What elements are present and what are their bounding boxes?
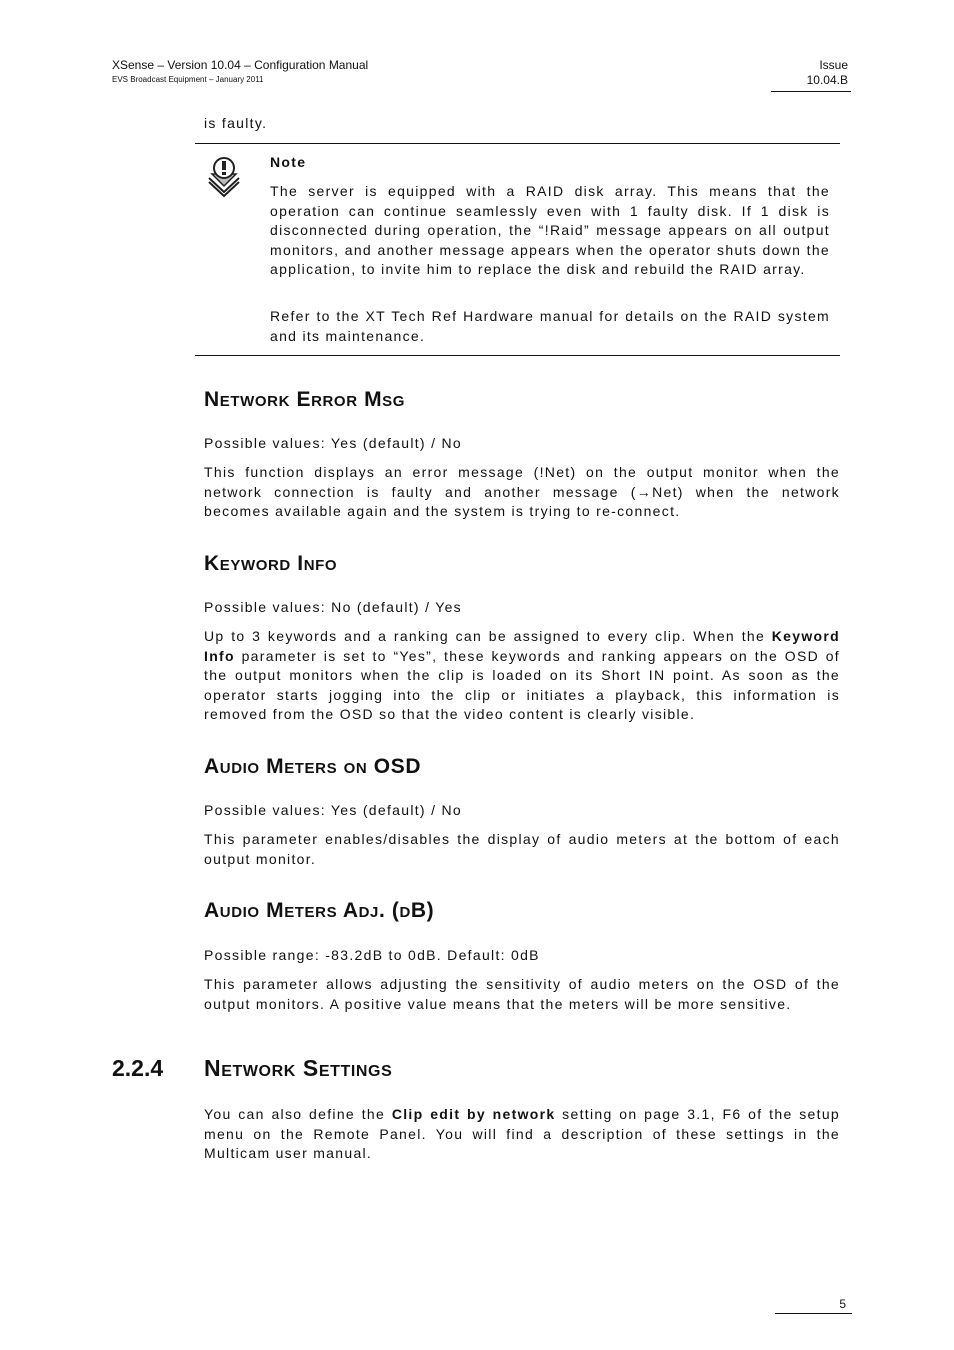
heading-keyword-info: Keyword Info — [204, 552, 338, 575]
intro-line: is faulty. — [204, 115, 268, 131]
note-exclamation-icon — [205, 156, 243, 200]
issue-value: 10.04.B — [806, 73, 848, 87]
section-number: 2.2.4 — [112, 1055, 164, 1081]
page-number: 5 — [839, 1297, 846, 1311]
arrow-right-icon: → — [636, 483, 653, 500]
audio-osd-description: This parameter enables/disables the display of audio meters at the bottom of each output monitor. — [204, 831, 840, 867]
network-error-values: Possible values: Yes (default) / No — [204, 435, 462, 451]
network-settings-description: You can also define the Clip edit by network setting on page 3.1, F6 of the setup menu on the Remote Panel. You will find a description of these settings in the Multicam user manual. — [204, 1106, 840, 1161]
network-error-description: This function displays an error message (!Net) on the output monitor when the network connection is faulty and another message (→Net) when the network becomes available again and the system is trying to re-connect. — [204, 464, 840, 519]
heading-audio-meters-adj: Audio Meters Adj. (dB) — [204, 899, 435, 922]
heading-network-error-msg: Network Error Msg — [204, 388, 406, 411]
page-header-left — [112, 58, 368, 85]
document-title: XSense – Version 10.04 – Configuration Manual — [112, 58, 369, 72]
heading-network-settings: Network Settings — [204, 1055, 393, 1081]
keyword-info-values: Possible values: No (default) / Yes — [204, 599, 462, 615]
footer-rule — [775, 1313, 852, 1314]
audio-osd-values: Possible values: Yes (default) / No — [204, 802, 462, 818]
note-box — [195, 143, 840, 356]
document-subtitle: EVS Broadcast Equipment – January 2011 — [112, 75, 264, 84]
issue-label: Issue — [819, 58, 848, 72]
note-paragraph-1: The server is equipped with a RAID disk array. This means that the operation can continue seamlessly even with 1 faulty disk. If 1 disk is disconnected during operation, the “!Raid” message appears on all output monitors, and another message appears when the operator shuts down the application, to invite him to replace the disk and rebuild the RAID array. — [270, 183, 830, 277]
note-title: Note — [270, 154, 307, 170]
page-header-right — [758, 58, 848, 88]
heading-audio-meters-on-osd: Audio Meters on OSD — [204, 755, 422, 778]
audio-adj-values: Possible range: -83.2dB to 0dB. Default: 0dB — [204, 947, 540, 963]
audio-adj-description: This parameter allows adjusting the sensitivity of audio meters on the OSD of the output monitors. A positive value means that the meters will be more sensitive. — [204, 976, 840, 1012]
keyword-info-description: Up to 3 keywords and a ranking can be assigned to every clip. When the Keyword Info parameter is set to “Yes”, these keywords and ranking appears on the OSD of the output monitors when the clip is loaded on its Short IN point. As soon as the operator starts jogging into the clip or initiates a playback, this information is removed from the OSD so that the video content is clearly visible. — [204, 628, 840, 722]
note-paragraph-2: Refer to the XT Tech Ref Hardware manual for details on the RAID system and its maintenance. — [270, 308, 830, 344]
header-rule — [771, 91, 851, 92]
